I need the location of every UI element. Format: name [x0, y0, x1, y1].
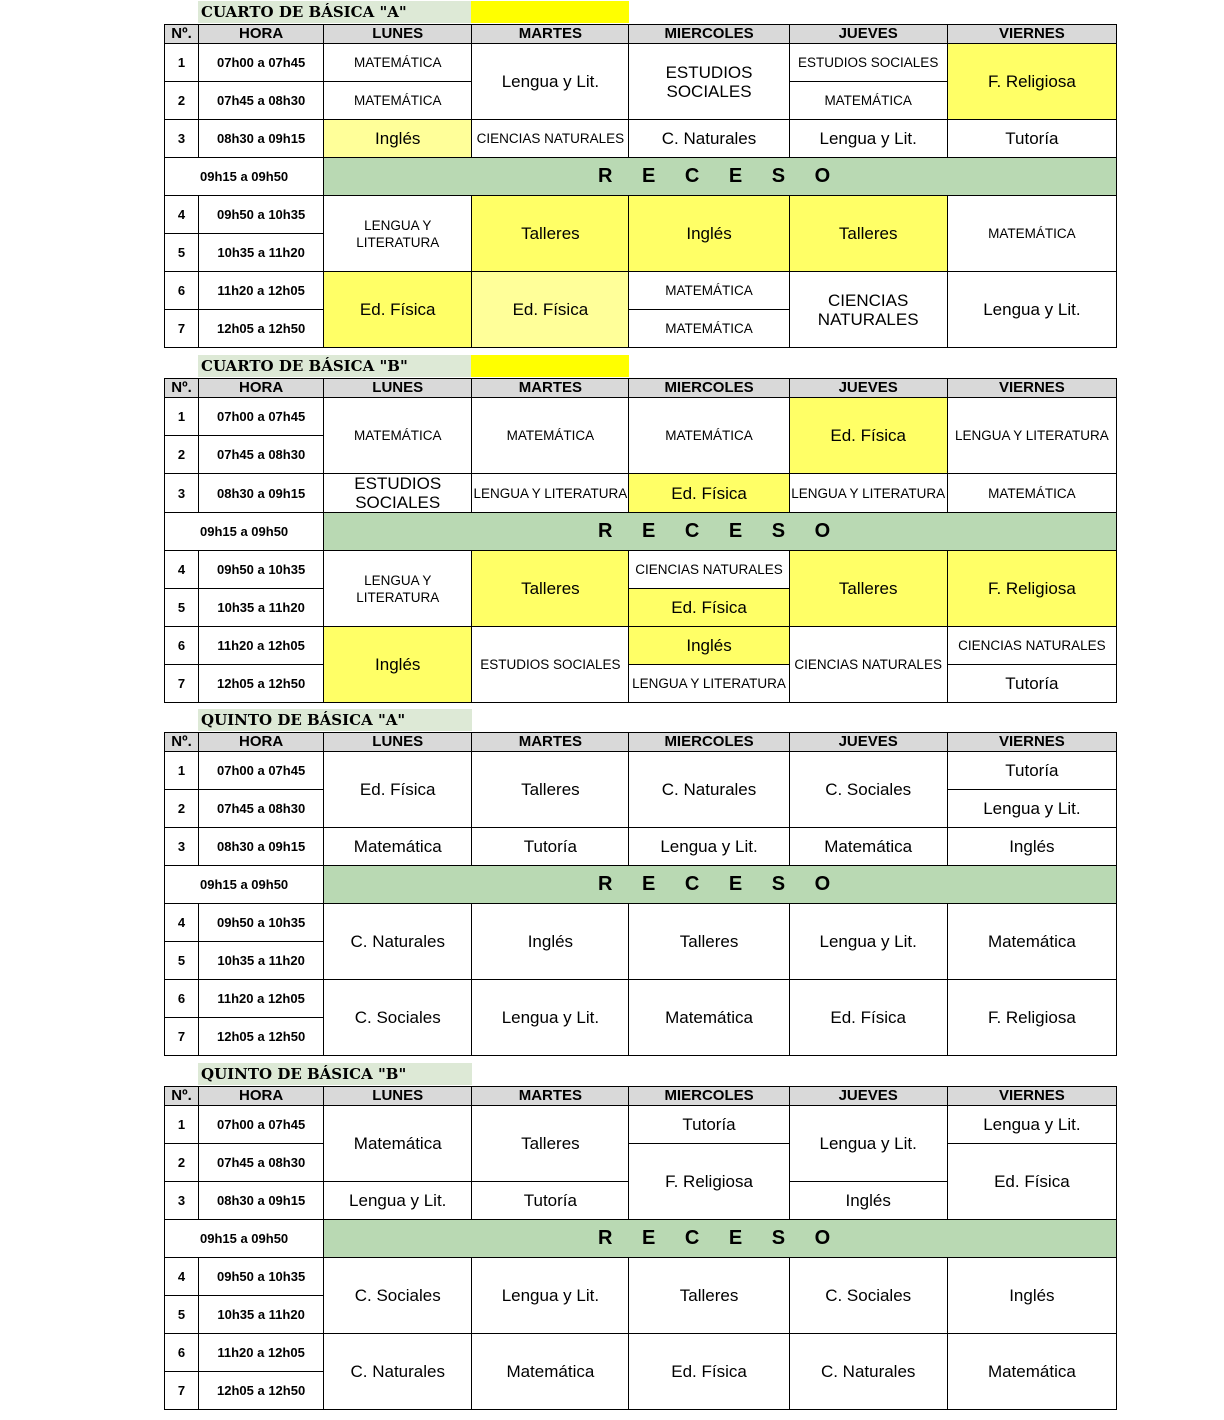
- class-cell: MATEMÁTICA: [629, 272, 789, 310]
- header-row: [165, 25, 1117, 44]
- class-cell: MATEMÁTICA: [629, 310, 789, 348]
- period-time: 11h20 a 12h05: [199, 272, 324, 310]
- class-cell: Ed. Física: [629, 474, 789, 513]
- title-yellow-band: [471, 1, 629, 23]
- period-time: 10h35 a 11h20: [199, 589, 324, 627]
- class-cell: C. Sociales: [324, 980, 472, 1056]
- class-cell: C. Naturales: [629, 752, 789, 828]
- col-num: Nº.: [165, 379, 199, 398]
- period-time: 07h45 a 08h30: [199, 436, 324, 474]
- class-cell: C. Naturales: [629, 120, 789, 158]
- period-time: 09h50 a 10h35: [199, 904, 324, 942]
- period-number: 6: [165, 1334, 199, 1372]
- col-hora: HORA: [199, 733, 324, 752]
- class-cell: F. Religiosa: [947, 44, 1116, 120]
- class-cell: Inglés: [947, 1258, 1116, 1334]
- period-number: 2: [165, 790, 199, 828]
- class-cell: LENGUA Y LITERATURA: [324, 551, 472, 627]
- class-cell: MATEMÁTICA: [324, 82, 472, 120]
- table-row: [165, 1334, 1117, 1372]
- period-number: 7: [165, 1372, 199, 1410]
- class-cell: Tutoría: [472, 828, 629, 866]
- period-number: 3: [165, 120, 199, 158]
- col-viernes: VIERNES: [947, 25, 1116, 44]
- class-cell: MATEMÁTICA: [789, 82, 947, 120]
- recess-time: 09h15 a 09h50: [165, 158, 324, 196]
- period-number: 1: [165, 398, 199, 436]
- class-cell: C. Sociales: [789, 752, 947, 828]
- period-time: 11h20 a 12h05: [199, 980, 324, 1018]
- schedule-table: [164, 378, 1117, 703]
- class-cell: Tutoría: [947, 120, 1116, 158]
- period-time: 07h00 a 07h45: [199, 398, 324, 436]
- class-cell: Talleres: [629, 1258, 789, 1334]
- period-number: 1: [165, 752, 199, 790]
- class-cell: Matemática: [472, 1334, 629, 1410]
- period-time: 12h05 a 12h50: [199, 1372, 324, 1410]
- class-cell: MATEMÁTICA: [629, 398, 789, 474]
- period-number: 5: [165, 589, 199, 627]
- col-num: Nº.: [165, 733, 199, 752]
- section-title: CUARTO DE BÁSICA "B": [201, 357, 408, 375]
- table-row: [165, 980, 1117, 1018]
- class-cell: Lengua y Lit.: [789, 120, 947, 158]
- class-cell: Lengua y Lit.: [947, 1106, 1116, 1144]
- period-time: 11h20 a 12h05: [199, 627, 324, 665]
- class-cell: CIENCIAS NATURALES: [947, 627, 1116, 665]
- class-cell: Lengua y Lit.: [947, 790, 1116, 828]
- class-cell: Inglés: [324, 120, 472, 158]
- table-row: [165, 1106, 1117, 1144]
- class-cell: Matemática: [324, 1106, 472, 1182]
- class-cell: MATEMÁTICA: [324, 398, 472, 474]
- period-time: 07h00 a 07h45: [199, 44, 324, 82]
- period-time: 07h45 a 08h30: [199, 1144, 324, 1182]
- class-cell: LENGUA Y LITERATURA: [472, 474, 629, 513]
- class-cell: CIENCIAS NATURALES: [789, 272, 947, 348]
- class-cell: MATEMÁTICA: [947, 474, 1116, 513]
- col-lunes: LUNES: [324, 25, 472, 44]
- schedule-table: [164, 732, 1117, 1056]
- period-time: 10h35 a 11h20: [199, 234, 324, 272]
- class-cell: Lengua y Lit.: [472, 1258, 629, 1334]
- class-cell: Inglés: [789, 1182, 947, 1220]
- col-lunes: LUNES: [324, 379, 472, 398]
- class-cell: Talleres: [472, 1106, 629, 1182]
- class-cell: C. Naturales: [324, 1334, 472, 1410]
- class-cell: Inglés: [324, 627, 472, 703]
- recess-label: R E C E S O: [324, 1220, 1117, 1258]
- col-viernes: VIERNES: [947, 733, 1116, 752]
- period-number: 6: [165, 980, 199, 1018]
- table-row: [165, 828, 1117, 866]
- period-time: 08h30 a 09h15: [199, 1182, 324, 1220]
- period-time: 08h30 a 09h15: [199, 120, 324, 158]
- table-row: [165, 1258, 1117, 1296]
- period-number: 7: [165, 1018, 199, 1056]
- class-cell: Inglés: [947, 828, 1116, 866]
- class-cell: ESTUDIOS SOCIALES: [472, 627, 629, 703]
- header-row: [165, 733, 1117, 752]
- class-cell: F. Religiosa: [947, 980, 1116, 1056]
- period-number: 4: [165, 904, 199, 942]
- period-number: 2: [165, 436, 199, 474]
- period-number: 2: [165, 82, 199, 120]
- class-cell: LENGUA Y LITERATURA: [789, 474, 947, 513]
- period-time: 10h35 a 11h20: [199, 942, 324, 980]
- period-time: 09h50 a 10h35: [199, 196, 324, 234]
- class-cell: Talleres: [472, 551, 629, 627]
- period-number: 4: [165, 196, 199, 234]
- period-number: 5: [165, 1296, 199, 1334]
- period-time: 09h50 a 10h35: [199, 1258, 324, 1296]
- class-cell: Matemática: [947, 904, 1116, 980]
- col-hora: HORA: [199, 25, 324, 44]
- class-cell: Lengua y Lit.: [324, 1182, 472, 1220]
- period-number: 6: [165, 272, 199, 310]
- class-cell: Ed. Física: [472, 272, 629, 348]
- table-row: [165, 44, 1117, 82]
- recess-label: R E C E S O: [324, 158, 1117, 196]
- recess-time: 09h15 a 09h50: [165, 513, 324, 551]
- col-miercoles: MIERCOLES: [629, 25, 789, 44]
- class-cell: LENGUA Y LITERATURA: [324, 196, 472, 272]
- class-cell: Inglés: [472, 904, 629, 980]
- period-time: 12h05 a 12h50: [199, 310, 324, 348]
- class-cell: F. Religiosa: [947, 551, 1116, 627]
- class-cell: LENGUA Y LITERATURA: [629, 665, 789, 703]
- class-cell: Lengua y Lit.: [472, 980, 629, 1056]
- class-cell: Matemática: [629, 980, 789, 1056]
- class-cell: Lengua y Lit.: [947, 272, 1116, 348]
- schedule-table: [164, 1086, 1117, 1410]
- class-cell: F. Religiosa: [629, 1144, 789, 1220]
- class-cell: MATEMÁTICA: [947, 196, 1116, 272]
- col-martes: MARTES: [472, 379, 629, 398]
- col-miercoles: MIERCOLES: [629, 733, 789, 752]
- table-row: [165, 196, 1117, 234]
- class-cell: Ed. Física: [629, 589, 789, 627]
- period-number: 5: [165, 234, 199, 272]
- class-cell: Matemática: [947, 1334, 1116, 1410]
- col-martes: MARTES: [472, 25, 629, 44]
- class-cell: ESTUDIOS SOCIALES: [324, 474, 472, 513]
- schedule-table: [164, 24, 1117, 348]
- col-martes: MARTES: [472, 733, 629, 752]
- header-row: [165, 379, 1117, 398]
- class-cell: Tutoría: [472, 1182, 629, 1220]
- col-num: Nº.: [165, 1087, 199, 1106]
- period-time: 12h05 a 12h50: [199, 1018, 324, 1056]
- recess-time: 09h15 a 09h50: [165, 866, 324, 904]
- period-time: 07h00 a 07h45: [199, 752, 324, 790]
- class-cell: Ed. Física: [324, 272, 472, 348]
- col-martes: MARTES: [472, 1087, 629, 1106]
- class-cell: CIENCIAS NATURALES: [472, 120, 629, 158]
- class-cell: Talleres: [789, 196, 947, 272]
- col-jueves: JUEVES: [789, 733, 947, 752]
- class-cell: Ed. Física: [789, 980, 947, 1056]
- class-cell: Talleres: [472, 752, 629, 828]
- section-title: QUINTO DE BÁSICA "B": [201, 1065, 407, 1083]
- recess-label: R E C E S O: [324, 866, 1117, 904]
- col-miercoles: MIERCOLES: [629, 379, 789, 398]
- class-cell: MATEMÁTICA: [324, 44, 472, 82]
- recess-row: [165, 513, 1117, 551]
- table-row: [165, 272, 1117, 310]
- class-cell: Ed. Física: [789, 398, 947, 474]
- class-cell: Inglés: [629, 196, 789, 272]
- period-time: 07h45 a 08h30: [199, 790, 324, 828]
- period-number: 4: [165, 551, 199, 589]
- table-row: [165, 1144, 1117, 1182]
- class-cell: LENGUA Y LITERATURA: [947, 398, 1116, 474]
- col-jueves: JUEVES: [789, 379, 947, 398]
- col-lunes: LUNES: [324, 1087, 472, 1106]
- period-time: 07h00 a 07h45: [199, 1106, 324, 1144]
- table-row: [165, 474, 1117, 513]
- period-time: 08h30 a 09h15: [199, 474, 324, 513]
- period-number: 1: [165, 44, 199, 82]
- recess-row: [165, 1220, 1117, 1258]
- class-cell: C. Naturales: [789, 1334, 947, 1410]
- col-miercoles: MIERCOLES: [629, 1087, 789, 1106]
- class-cell: ESTUDIOS SOCIALES: [629, 44, 789, 120]
- class-cell: Tutoría: [629, 1106, 789, 1144]
- col-jueves: JUEVES: [789, 1087, 947, 1106]
- class-cell: CIENCIAS NATURALES: [789, 627, 947, 703]
- period-number: 5: [165, 942, 199, 980]
- header-row: [165, 1087, 1117, 1106]
- period-number: 6: [165, 627, 199, 665]
- title-yellow-band: [471, 355, 629, 377]
- col-num: Nº.: [165, 25, 199, 44]
- period-time: 09h50 a 10h35: [199, 551, 324, 589]
- class-cell: Matemática: [789, 828, 947, 866]
- col-lunes: LUNES: [324, 733, 472, 752]
- class-cell: C. Sociales: [324, 1258, 472, 1334]
- col-hora: HORA: [199, 379, 324, 398]
- class-cell: MATEMÁTICA: [472, 398, 629, 474]
- section-title: QUINTO DE BÁSICA "A": [201, 711, 406, 729]
- class-cell: C. Naturales: [324, 904, 472, 980]
- class-cell: Inglés: [629, 627, 789, 665]
- table-row: [165, 120, 1117, 158]
- class-cell: Lengua y Lit.: [789, 904, 947, 980]
- class-cell: Talleres: [789, 551, 947, 627]
- class-cell: C. Sociales: [789, 1258, 947, 1334]
- table-row: [165, 398, 1117, 436]
- class-cell: Lengua y Lit.: [789, 1106, 947, 1182]
- table-row: [165, 752, 1117, 790]
- class-cell: Talleres: [472, 196, 629, 272]
- table-row: [165, 904, 1117, 942]
- col-jueves: JUEVES: [789, 25, 947, 44]
- class-cell: Talleres: [629, 904, 789, 980]
- recess-row: [165, 866, 1117, 904]
- period-time: 12h05 a 12h50: [199, 665, 324, 703]
- period-number: 3: [165, 1182, 199, 1220]
- period-number: 1: [165, 1106, 199, 1144]
- period-time: 10h35 a 11h20: [199, 1296, 324, 1334]
- col-viernes: VIERNES: [947, 1087, 1116, 1106]
- class-cell: Lengua y Lit.: [629, 828, 789, 866]
- class-cell: Ed. Física: [629, 1334, 789, 1410]
- col-hora: HORA: [199, 1087, 324, 1106]
- table-row: [165, 551, 1117, 589]
- class-cell: Lengua y Lit.: [472, 44, 629, 120]
- class-cell: Matemática: [324, 828, 472, 866]
- period-number: 3: [165, 828, 199, 866]
- section-title: CUARTO DE BÁSICA "A": [201, 3, 407, 21]
- period-number: 7: [165, 310, 199, 348]
- recess-label: R E C E S O: [324, 513, 1117, 551]
- period-number: 7: [165, 665, 199, 703]
- table-row: [165, 627, 1117, 665]
- period-time: 08h30 a 09h15: [199, 828, 324, 866]
- class-cell: Tutoría: [947, 752, 1116, 790]
- class-cell: ESTUDIOS SOCIALES: [789, 44, 947, 82]
- period-number: 4: [165, 1258, 199, 1296]
- recess-row: [165, 158, 1117, 196]
- table-row: [165, 665, 1117, 703]
- class-cell: Ed. Física: [324, 752, 472, 828]
- period-time: 11h20 a 12h05: [199, 1334, 324, 1372]
- col-viernes: VIERNES: [947, 379, 1116, 398]
- recess-time: 09h15 a 09h50: [165, 1220, 324, 1258]
- class-cell: CIENCIAS NATURALES: [629, 551, 789, 589]
- period-number: 2: [165, 1144, 199, 1182]
- period-number: 3: [165, 474, 199, 513]
- class-cell: Ed. Física: [947, 1144, 1116, 1220]
- period-time: 07h45 a 08h30: [199, 82, 324, 120]
- class-cell: Tutoría: [947, 665, 1116, 703]
